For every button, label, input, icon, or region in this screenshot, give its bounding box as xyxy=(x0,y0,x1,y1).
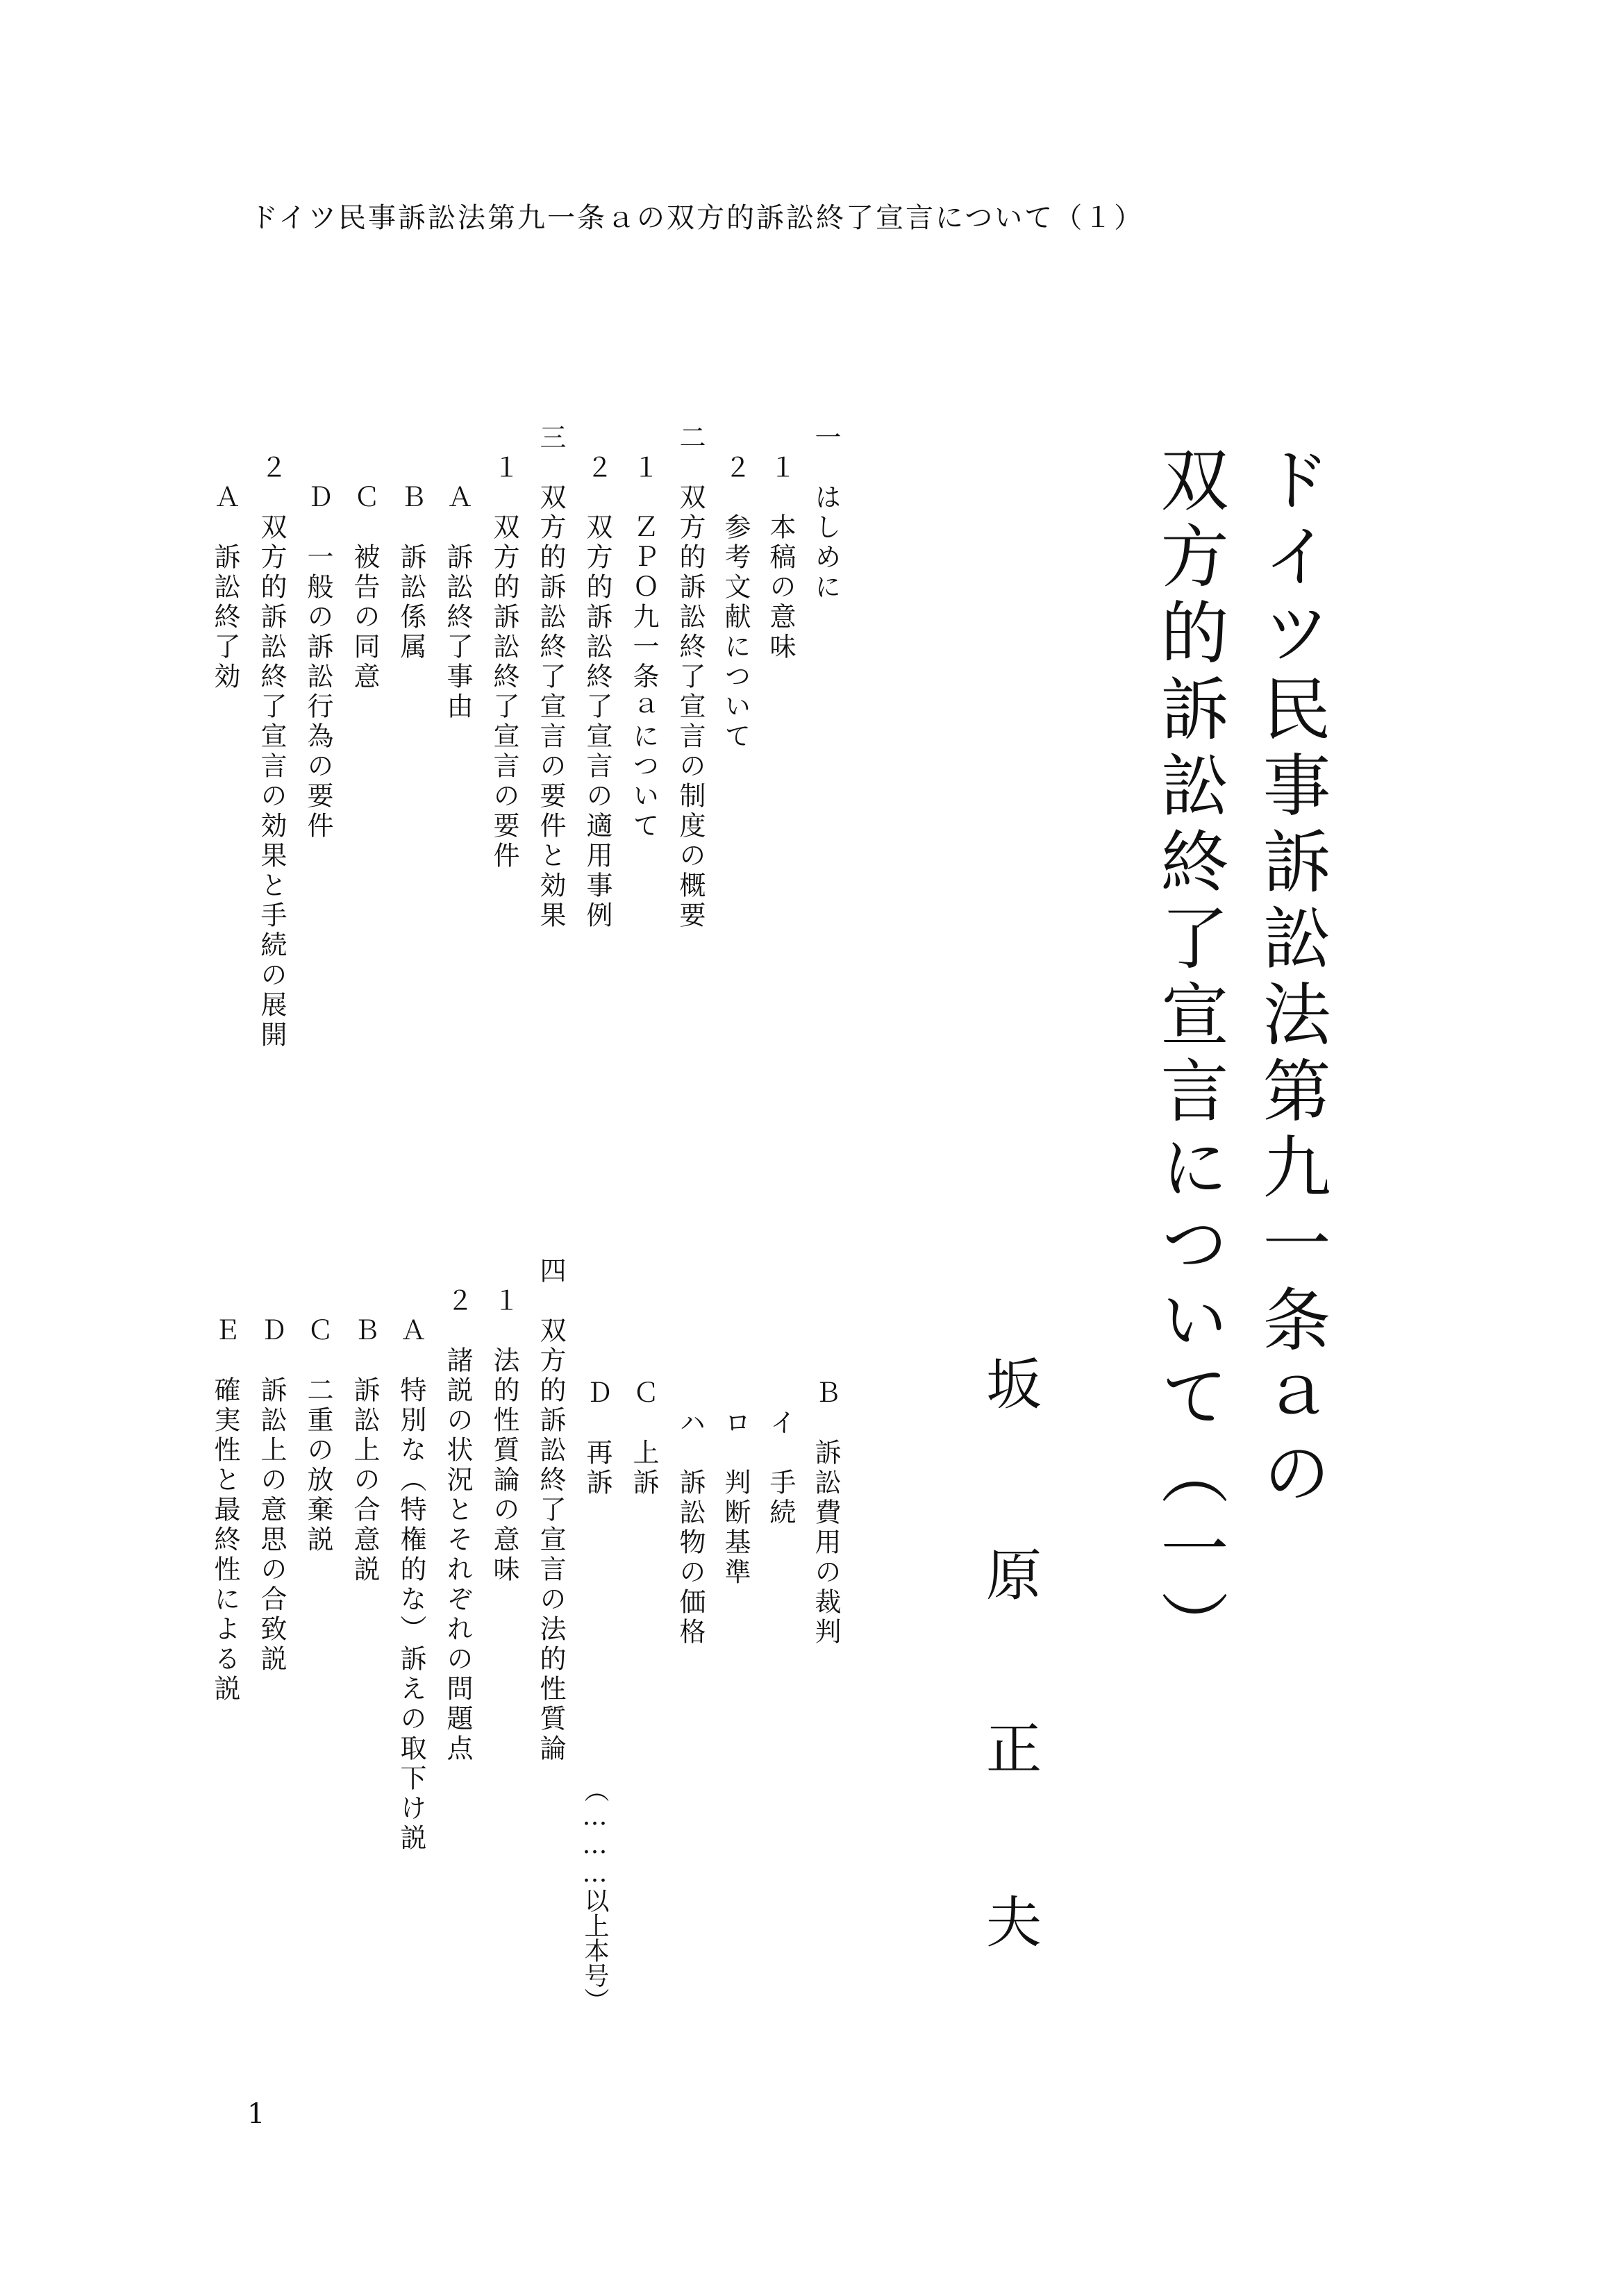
toc-item: Ａ 訴訟終了事由 xyxy=(442,424,473,722)
toc-item: Ｃ 二重の放棄説 xyxy=(303,1257,333,1555)
toc-item: １ ＺＰＯ九一条ａについて xyxy=(628,424,659,841)
toc-item: ロ 判断基準 xyxy=(720,1319,751,1588)
toc-item: Ｄ 一般の訴訟行為の要件 xyxy=(303,424,333,841)
toc-item: イ 手続 xyxy=(765,1319,796,1528)
toc-item: Ｂ 訴訟費用の裁判 xyxy=(810,1319,841,1648)
title-line-2: 双方的訴訟終了宣言について（一） xyxy=(1149,444,1228,1666)
toc-item: Ｃ 被告の同意 xyxy=(349,424,380,692)
toc-item: Ｂ 訴訟上の合意説 xyxy=(349,1257,380,1585)
toc-item: １ 本稿の意味 xyxy=(765,424,796,662)
toc-item: 二 双方的訴訟終了宣言の制度の概要 xyxy=(675,424,706,931)
toc-item: ２ 双方的訴訟終了宣言の効果と手続の展開 xyxy=(256,424,287,1050)
toc-item: Ｂ 訴訟係属 xyxy=(396,424,426,662)
toc-item: ２ 参考文献について xyxy=(720,424,751,752)
toc-item: ハ 訴訟物の価格 xyxy=(675,1319,706,1648)
toc-item: １ 法的性質論の意味 xyxy=(489,1257,519,1585)
running-head: ドイツ民事訴訟法第九一条ａの双方的訴訟終了宣言について（１） xyxy=(250,202,1144,234)
title-line-1: ドイツ民事訴訟法第九一条ａの xyxy=(1251,444,1331,1514)
author-name-char: 原 xyxy=(986,1543,1042,1608)
toc-item: Ｅ 確実性と最終性による説 xyxy=(210,1257,240,1704)
toc-item: 三 双方的訴訟終了宣言の要件と効果 xyxy=(535,424,566,931)
toc-item: Ａ 特別な（特権的な）訴えの取下け説 xyxy=(396,1257,426,1854)
author-name-char: 坂 xyxy=(986,1352,1042,1417)
toc-item: ２ 諸説の状況とそれぞれの問題点 xyxy=(442,1257,473,1764)
toc-item: 四 双方的訴訟終了宣言の法的性質論 xyxy=(535,1257,566,1764)
toc-item: Ｄ 再訴 xyxy=(582,1319,612,1498)
issue-note: （………以上本号） xyxy=(581,1777,609,2013)
toc-item: 一 はしめに xyxy=(810,424,841,603)
toc-item: ２ 双方的訴訟終了宣言の適用事例 xyxy=(582,424,612,931)
toc-item: Ｃ 上訴 xyxy=(628,1319,659,1498)
toc-item: Ａ 訴訟終了効 xyxy=(210,424,240,692)
author-name-char: 夫 xyxy=(986,1891,1042,1955)
page-number: 1 xyxy=(247,2098,265,2130)
toc-item: Ｄ 訴訟上の意思の合致説 xyxy=(256,1257,287,1675)
toc-item: １ 双方的訴訟終了宣言の要件 xyxy=(489,424,519,871)
author-name-char: 正 xyxy=(986,1717,1042,1782)
